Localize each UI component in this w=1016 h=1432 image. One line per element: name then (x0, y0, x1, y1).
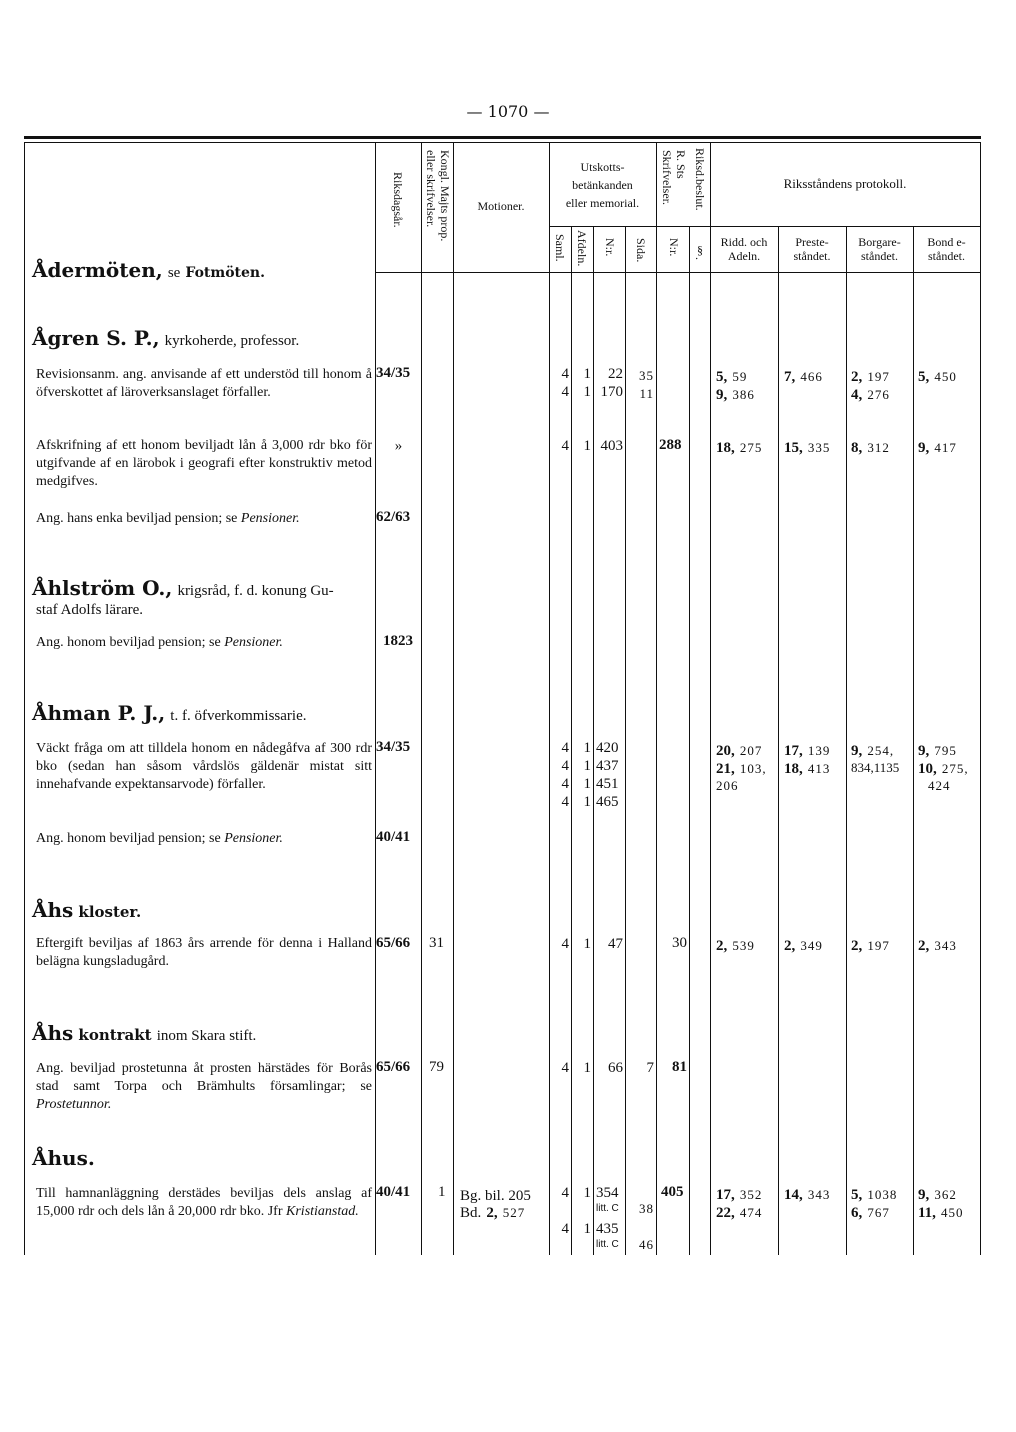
ahs-kontrakt-row1-nr: 66 (608, 1060, 623, 1076)
ahs-kloster-row1-desc: Eftergift beviljas af 1863 års arrende för denna i Halland belägna kungsladugård. (36, 936, 372, 969)
ahman-row1-desc: Väckt fråga om att tilldela honom en nådegåfva af 300 rdr bko (sedan han såsom vårdslös gäldenär mistat sitt innehafvande expektansarvode) förfaller. (36, 741, 372, 792)
col-line (980, 143, 981, 1255)
entry-subtitle: t. f. öfverkommissarie. (170, 708, 307, 724)
col-prest-2: ståndet. (793, 249, 831, 263)
ahs-kloster-ridd: 2, 539 (716, 938, 755, 954)
ahman-saml-3: 4 (561, 776, 569, 792)
col-utskotts-2: betänkanden (572, 178, 633, 192)
header-bottom-rule (375, 272, 980, 273)
col-afdeln: Afdeln. (575, 230, 589, 267)
ahus-afd-b: 1 (583, 1221, 591, 1237)
agren-row1-afd-b: 1 (583, 384, 591, 400)
ahman-ridd-2: 21, 103, (716, 761, 767, 777)
ahman-row2-year: 40/41 (376, 829, 411, 845)
agren-row1-nr-b: 170 (600, 384, 623, 400)
col-line (453, 143, 454, 1255)
col-paragraph: §. (693, 243, 707, 260)
entry-subtitle-bold: kontrakt (78, 1026, 152, 1044)
ahs-kloster-row1-nr: 47 (608, 936, 623, 952)
ahs-kontrakt-row1-kongl: 79 (429, 1059, 444, 1075)
agren-row2-nr: 403 (600, 438, 623, 454)
col-riksdagsar: Riksdagsår. (391, 172, 405, 228)
col-borg-1: Borgare- (858, 235, 901, 249)
ahus-borg-1: 5, 1038 (851, 1187, 898, 1203)
ahs-kloster-bond: 2, 343 (918, 938, 957, 954)
agren-row1-afd-a: 1 (583, 366, 591, 382)
ahlstrom-row1-year: 1823 (383, 633, 413, 649)
agren-row1-saml-b: 4 (561, 384, 569, 400)
entry-ahman-heading (32, 701, 307, 725)
see-ref: Pensioner. (224, 831, 283, 846)
entry-title: Åhus. (32, 1146, 95, 1170)
col-nr: N:r. (603, 238, 617, 257)
col-bond-1: Bond e- (927, 235, 966, 249)
ahus-bond-2: 11, 450 (918, 1205, 964, 1221)
ahs-kontrakt-row1-saml: 4 (561, 1060, 569, 1076)
agren-row1-year: 34/35 (376, 365, 411, 381)
entry-ahus-heading (32, 1146, 95, 1170)
ahs-kloster-row1-rsts: 30 (672, 935, 687, 951)
ahus-borg-2: 6, 767 (851, 1205, 890, 1221)
ahman-nr-4: 465 (596, 794, 619, 810)
ahman-afd-1: 1 (583, 740, 591, 756)
entry-adermoten-heading (32, 258, 265, 282)
ahus-row1-year: 40/41 (376, 1184, 411, 1200)
ahlstrom-subtitle-2: staf Adolfs lärare. (36, 602, 144, 618)
ahus-litt-a: litt. C (596, 1203, 619, 1214)
agren-row1-nr-a: 22 (608, 366, 623, 382)
entry-agren-heading (32, 326, 299, 350)
ahus-saml-b: 4 (561, 1221, 569, 1237)
col-kongl-2: eller skrifvelser. (424, 150, 438, 228)
col-protokoll: Riksståndens protokoll. (783, 176, 907, 191)
ahs-kontrakt-row1-sida: 7 (646, 1060, 654, 1076)
ahman-row1-year: 34/35 (376, 739, 411, 755)
entry-title: Åhs (32, 898, 74, 922)
agren-row2-afd: 1 (583, 438, 591, 454)
entry-title: Åhman P. J., (32, 701, 166, 725)
ahman-saml-4: 4 (561, 794, 569, 810)
ahs-kontrakt-row1-afd: 1 (583, 1060, 591, 1076)
agren-row1-borg-a: 2, 197 (851, 369, 890, 385)
entry-title: Åhs (32, 1021, 74, 1045)
ahlstrom-row1-desc: Ang. honom beviljad pension; se Pensioner. (36, 635, 283, 650)
ahus-litt-b: litt. C (596, 1239, 619, 1250)
top-rule-thin (24, 142, 981, 143)
agren-row2-desc: Afskrifning af ett honom beviljadt lån å 3,000 rdr bko för utgifvande af en lärobok i geografi efter konstruktiv metod medgifves. (36, 438, 372, 489)
ahman-afd-3: 1 (583, 776, 591, 792)
entry-subtitle: kloster. (78, 903, 142, 921)
ahus-ridd-1: 17, 352 (716, 1187, 763, 1203)
ahus-afd-a: 1 (583, 1185, 591, 1201)
ahus-row1-desc: Till hamnanläggning derstädes beviljas dels anslag af 15,000 rdr och dels lån å 20,000 rdr bko. Jfr Kristianstad. (36, 1186, 372, 1219)
col-riksd-beslut: Riksd.beslut. (693, 148, 707, 211)
col-ridd-2: Adeln. (727, 249, 761, 263)
ahman-nr-1: 420 (596, 740, 619, 756)
col-borg-2: ståndet. (861, 249, 898, 263)
entry-title: Ådermöten, (32, 258, 163, 282)
ahus-nr-a: 354 (596, 1185, 619, 1201)
entry-title: Ågren S. P., (32, 326, 160, 350)
ahman-saml-2: 4 (561, 758, 569, 774)
ahman-afd-4: 1 (583, 794, 591, 810)
ahus-bond-1: 9, 362 (918, 1187, 957, 1203)
col-line (549, 143, 550, 1255)
agren-row1-saml-a: 4 (561, 366, 569, 382)
col-utskotts-3: eller memorial. (565, 196, 640, 210)
ahman-ridd-3: 206 (716, 778, 739, 793)
agren-row3-desc: Ang. hans enka beviljad pension; se Pensioner. (36, 511, 300, 526)
ahs-kloster-borg: 2, 197 (851, 938, 890, 954)
entry-subtitle: krigsråd, f. d. konung Gu- (177, 583, 334, 599)
agren-row3-year: 62/63 (376, 509, 411, 525)
ahs-kontrakt-row1-year: 65/66 (376, 1059, 411, 1075)
col-line (689, 226, 690, 1255)
col-bond-2: ståndet. (928, 249, 965, 263)
ahus-nr-b: 435 (596, 1221, 619, 1237)
ahman-borg-2: 834,1135 (851, 760, 900, 775)
agren-row2-saml: 4 (561, 438, 569, 454)
col-line (710, 143, 711, 1255)
entry-see: se (167, 265, 181, 281)
ahman-ridd-1: 20, 207 (716, 743, 763, 759)
agren-row2-prest: 15, 335 (784, 440, 831, 456)
col-sida: Sida. (634, 238, 648, 263)
agren-row2-bond: 9, 417 (918, 440, 957, 456)
ahman-nr-2: 437 (596, 758, 619, 774)
ahman-afd-2: 1 (583, 758, 591, 774)
ahs-kloster-prest: 2, 349 (784, 938, 823, 954)
agren-row1-prest: 7, 466 (784, 369, 823, 385)
col-line (421, 143, 422, 1255)
col-line (778, 226, 779, 1255)
top-rule-thick (24, 136, 981, 139)
entry-ref: Fotmöten. (185, 265, 265, 281)
col-kongl-1: Kongl. Majts prop. (438, 150, 452, 242)
ahs-kloster-row1-saml: 4 (561, 936, 569, 952)
col-line (913, 226, 914, 1255)
col-utskotts-1: Utskotts- (580, 160, 625, 174)
agren-row1-sida-a: 35 (639, 368, 654, 383)
ahus-row1-kongl: 1 (438, 1184, 446, 1200)
col-line (24, 143, 25, 1255)
agren-row1-ridd-a: 5, 59 (716, 369, 748, 385)
col-rsts-2: Skrifvelser. (660, 150, 674, 205)
page-number: — 1070 — (466, 102, 550, 121)
ahman-borg-1: 9, 254, (851, 743, 895, 759)
agren-row1-sida-b: 11 (639, 386, 654, 401)
agren-row1-bond: 5, 450 (918, 369, 957, 385)
col-ridd-1: Ridd. och (720, 235, 768, 249)
entry-subtitle: kyrkoherde, professor. (164, 333, 300, 349)
entry-ahs-kloster-heading (32, 898, 141, 922)
ahman-nr-3: 451 (596, 776, 619, 792)
agren-row1-ridd-b: 9, 386 (716, 387, 755, 403)
ahus-ridd-2: 22, 474 (716, 1205, 763, 1221)
agren-row2-borg: 8, 312 (851, 440, 890, 456)
ahs-kontrakt-row1-desc: Ang. beviljad prostetunna åt prosten härstädes för Borås stad samt Torpa och Brämhults församlingar; se Prostetunnor. (36, 1061, 372, 1112)
col-motioner: Motioner. (477, 199, 525, 213)
ahman-prest-1: 17, 139 (784, 743, 831, 759)
ahs-kloster-row1-afd: 1 (583, 936, 591, 952)
ahman-row2-desc: Ang. honom beviljad pension; se Pensioner. (36, 831, 283, 846)
col-line (375, 143, 376, 1255)
see-ref: Prostetunnor. (36, 1097, 112, 1112)
col-line (846, 226, 847, 1255)
ahus-motion-2: Bd. 2, 527 (460, 1205, 526, 1221)
ahus-prest: 14, 343 (784, 1187, 831, 1203)
ahman-bond-1: 9, 795 (918, 743, 957, 759)
agren-row1-borg-b: 4, 276 (851, 387, 890, 403)
agren-row1-desc: Revisionsanm. ang. anvisande af ett understöd till honom å öfverskottet af läroverksanslaget förfaller. (36, 367, 372, 400)
header-subrule (549, 226, 980, 227)
ahs-kloster-row1-year: 65/66 (376, 935, 411, 951)
ahman-bond-2: 10, 275, (918, 761, 969, 777)
ahus-rsts: 405 (661, 1184, 684, 1200)
entry-ahlstrom-heading (32, 576, 334, 600)
ahs-kontrakt-row1-rsts: 81 (672, 1059, 687, 1075)
ahus-motion-1: Bg. bil. 205 (460, 1188, 531, 1204)
ahus-sida-a: 38 (639, 1201, 654, 1216)
ahs-kloster-row1-kongl: 31 (429, 935, 444, 951)
ahman-bond-3: 424 (928, 778, 951, 793)
entry-subtitle: inom Skara stift. (156, 1028, 257, 1044)
col-rsts-1: R. Sts (674, 150, 688, 179)
col-prest-1: Preste- (795, 235, 829, 249)
see-ref: Pensioner. (240, 511, 300, 526)
ahus-saml-a: 4 (561, 1185, 569, 1201)
see-ref: Kristianstad. (286, 1204, 359, 1219)
agren-row2-ridd: 18, 275 (716, 440, 763, 456)
ahus-sida-b: 46 (639, 1237, 654, 1252)
col-line (656, 143, 657, 1255)
see-ref: Pensioner. (224, 635, 283, 650)
col-rsts-nr: N:r. (667, 238, 681, 257)
entry-title: Åhlström O., (32, 576, 173, 600)
ahman-saml-1: 4 (561, 740, 569, 756)
agren-row2-year: » (394, 438, 403, 454)
entry-ahs-kontrakt-heading (32, 1021, 256, 1045)
ahman-prest-2: 18, 413 (784, 761, 831, 777)
col-samt: Saml. (553, 234, 567, 262)
agren-row2-rsts: 288 (659, 437, 682, 453)
